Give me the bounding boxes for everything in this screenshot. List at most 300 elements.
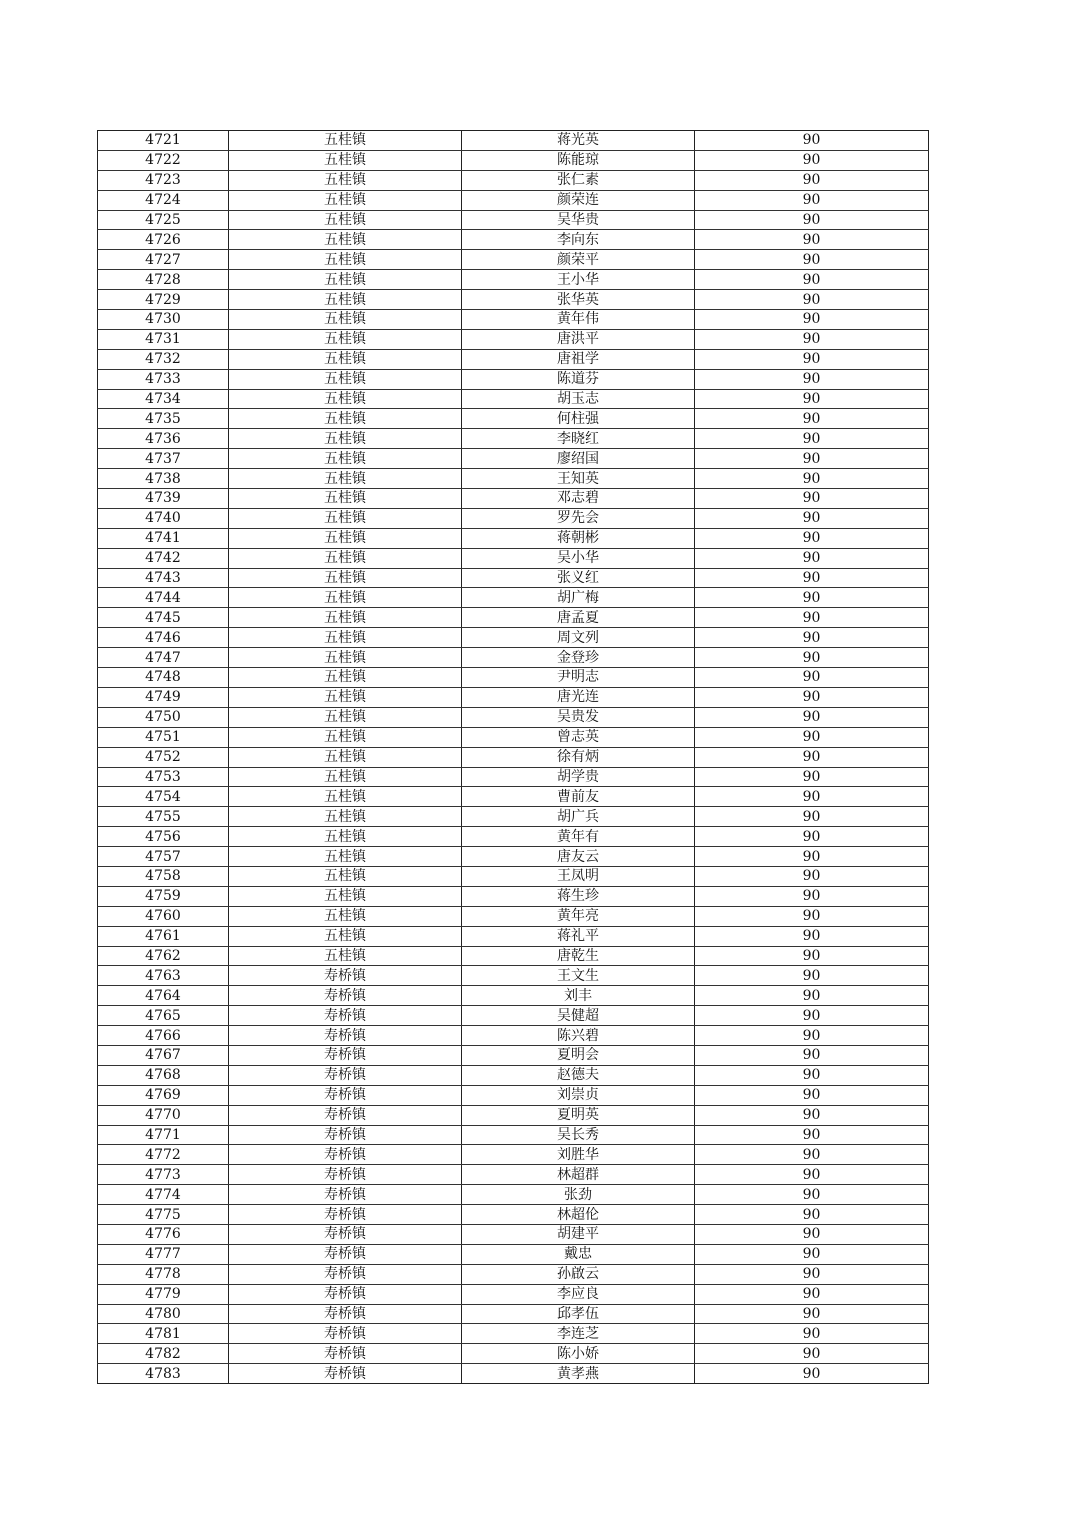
town-cell: 寿桥镇 bbox=[229, 1284, 462, 1304]
amount-cell: 90 bbox=[695, 131, 929, 151]
person-name-cell: 邱孝伍 bbox=[462, 1304, 695, 1324]
amount-cell: 90 bbox=[695, 847, 929, 867]
serial-number-cell: 4770 bbox=[98, 1105, 229, 1125]
serial-number-cell: 4727 bbox=[98, 250, 229, 270]
person-name-cell: 唐洪平 bbox=[462, 329, 695, 349]
person-name-cell: 唐乾生 bbox=[462, 946, 695, 966]
amount-cell: 90 bbox=[695, 747, 929, 767]
person-name-cell: 廖绍国 bbox=[462, 449, 695, 469]
serial-number-cell: 4760 bbox=[98, 906, 229, 926]
serial-number-cell: 4761 bbox=[98, 926, 229, 946]
amount-cell: 90 bbox=[695, 1284, 929, 1304]
town-cell: 五桂镇 bbox=[229, 568, 462, 588]
table-row bbox=[98, 290, 929, 310]
town-cell: 五桂镇 bbox=[229, 131, 462, 151]
table-row bbox=[98, 429, 929, 449]
serial-number-cell: 4763 bbox=[98, 966, 229, 986]
person-name-cell: 吴长秀 bbox=[462, 1125, 695, 1145]
serial-number-cell: 4748 bbox=[98, 668, 229, 688]
town-cell: 五桂镇 bbox=[229, 886, 462, 906]
serial-number-cell: 4732 bbox=[98, 349, 229, 369]
town-cell: 五桂镇 bbox=[229, 528, 462, 548]
person-name-cell: 王小华 bbox=[462, 270, 695, 290]
amount-cell: 90 bbox=[695, 329, 929, 349]
town-cell: 五桂镇 bbox=[229, 747, 462, 767]
town-cell: 五桂镇 bbox=[229, 489, 462, 509]
person-name-cell: 刘丰 bbox=[462, 986, 695, 1006]
serial-number-cell: 4758 bbox=[98, 866, 229, 886]
amount-cell: 90 bbox=[695, 409, 929, 429]
table-row bbox=[98, 687, 929, 707]
table-row bbox=[98, 906, 929, 926]
table-row bbox=[98, 1165, 929, 1185]
amount-cell: 90 bbox=[695, 1205, 929, 1225]
town-cell: 五桂镇 bbox=[229, 906, 462, 926]
amount-cell: 90 bbox=[695, 1145, 929, 1165]
town-cell: 五桂镇 bbox=[229, 548, 462, 568]
amount-cell: 90 bbox=[695, 707, 929, 727]
table-row bbox=[98, 847, 929, 867]
town-cell: 寿桥镇 bbox=[229, 1304, 462, 1324]
amount-cell: 90 bbox=[695, 568, 929, 588]
town-cell: 五桂镇 bbox=[229, 847, 462, 867]
serial-number-cell: 4772 bbox=[98, 1145, 229, 1165]
town-cell: 五桂镇 bbox=[229, 250, 462, 270]
amount-cell: 90 bbox=[695, 827, 929, 847]
town-cell: 五桂镇 bbox=[229, 807, 462, 827]
table-row bbox=[98, 807, 929, 827]
person-name-cell: 吴华贵 bbox=[462, 210, 695, 230]
table-row bbox=[98, 349, 929, 369]
table-row bbox=[98, 648, 929, 668]
table-row bbox=[98, 329, 929, 349]
town-cell: 寿桥镇 bbox=[229, 1026, 462, 1046]
person-name-cell: 黄年有 bbox=[462, 827, 695, 847]
person-name-cell: 蒋生珍 bbox=[462, 886, 695, 906]
serial-number-cell: 4739 bbox=[98, 489, 229, 509]
town-cell: 五桂镇 bbox=[229, 926, 462, 946]
table-row bbox=[98, 508, 929, 528]
amount-cell: 90 bbox=[695, 1364, 929, 1384]
amount-cell: 90 bbox=[695, 1304, 929, 1324]
table-row bbox=[98, 190, 929, 210]
serial-number-cell: 4773 bbox=[98, 1165, 229, 1185]
table-row bbox=[98, 767, 929, 787]
serial-number-cell: 4724 bbox=[98, 190, 229, 210]
amount-cell: 90 bbox=[695, 787, 929, 807]
person-name-cell: 王凤明 bbox=[462, 866, 695, 886]
town-cell: 五桂镇 bbox=[229, 349, 462, 369]
serial-number-cell: 4780 bbox=[98, 1304, 229, 1324]
serial-number-cell: 4733 bbox=[98, 369, 229, 389]
amount-cell: 90 bbox=[695, 150, 929, 170]
town-cell: 五桂镇 bbox=[229, 707, 462, 727]
person-name-cell: 胡玉志 bbox=[462, 389, 695, 409]
person-name-cell: 唐祖学 bbox=[462, 349, 695, 369]
serial-number-cell: 4749 bbox=[98, 687, 229, 707]
table-row bbox=[98, 548, 929, 568]
table-row bbox=[98, 608, 929, 628]
table-row bbox=[98, 409, 929, 429]
amount-cell: 90 bbox=[695, 986, 929, 1006]
amount-cell: 90 bbox=[695, 1045, 929, 1065]
town-cell: 寿桥镇 bbox=[229, 1165, 462, 1185]
town-cell: 五桂镇 bbox=[229, 866, 462, 886]
town-cell: 五桂镇 bbox=[229, 648, 462, 668]
amount-cell: 90 bbox=[695, 548, 929, 568]
amount-cell: 90 bbox=[695, 946, 929, 966]
serial-number-cell: 4729 bbox=[98, 290, 229, 310]
amount-cell: 90 bbox=[695, 250, 929, 270]
amount-cell: 90 bbox=[695, 1085, 929, 1105]
serial-number-cell: 4730 bbox=[98, 310, 229, 330]
table-row bbox=[98, 886, 929, 906]
person-name-cell: 陈道芬 bbox=[462, 369, 695, 389]
person-name-cell: 罗先会 bbox=[462, 508, 695, 528]
table-row bbox=[98, 210, 929, 230]
table-row bbox=[98, 1185, 929, 1205]
person-name-cell: 李向东 bbox=[462, 230, 695, 250]
serial-number-cell: 4731 bbox=[98, 329, 229, 349]
table-row bbox=[98, 588, 929, 608]
table-row bbox=[98, 131, 929, 151]
table-row bbox=[98, 528, 929, 548]
amount-cell: 90 bbox=[695, 1185, 929, 1205]
serial-number-cell: 4765 bbox=[98, 1006, 229, 1026]
town-cell: 寿桥镇 bbox=[229, 1045, 462, 1065]
person-name-cell: 曹前友 bbox=[462, 787, 695, 807]
person-name-cell: 颜荣连 bbox=[462, 190, 695, 210]
table-row bbox=[98, 1324, 929, 1344]
serial-number-cell: 4769 bbox=[98, 1085, 229, 1105]
person-name-cell: 胡建平 bbox=[462, 1224, 695, 1244]
town-cell: 寿桥镇 bbox=[229, 1244, 462, 1264]
person-name-cell: 尹明志 bbox=[462, 668, 695, 688]
serial-number-cell: 4774 bbox=[98, 1185, 229, 1205]
table-row bbox=[98, 1065, 929, 1085]
amount-cell: 90 bbox=[695, 608, 929, 628]
serial-number-cell: 4735 bbox=[98, 409, 229, 429]
table-row bbox=[98, 1224, 929, 1244]
person-name-cell: 唐光连 bbox=[462, 687, 695, 707]
serial-number-cell: 4777 bbox=[98, 1244, 229, 1264]
amount-cell: 90 bbox=[695, 807, 929, 827]
amount-cell: 90 bbox=[695, 1344, 929, 1364]
person-name-cell: 唐友云 bbox=[462, 847, 695, 867]
town-cell: 五桂镇 bbox=[229, 827, 462, 847]
serial-number-cell: 4725 bbox=[98, 210, 229, 230]
person-name-cell: 王文生 bbox=[462, 966, 695, 986]
town-cell: 寿桥镇 bbox=[229, 1264, 462, 1284]
amount-cell: 90 bbox=[695, 1026, 929, 1046]
town-cell: 寿桥镇 bbox=[229, 1065, 462, 1085]
table-row bbox=[98, 1085, 929, 1105]
person-name-cell: 颜荣平 bbox=[462, 250, 695, 270]
amount-cell: 90 bbox=[695, 866, 929, 886]
person-name-cell: 蒋光英 bbox=[462, 131, 695, 151]
amount-cell: 90 bbox=[695, 966, 929, 986]
town-cell: 五桂镇 bbox=[229, 767, 462, 787]
town-cell: 五桂镇 bbox=[229, 230, 462, 250]
person-name-cell: 何柱强 bbox=[462, 409, 695, 429]
table-row bbox=[98, 986, 929, 1006]
table-row bbox=[98, 568, 929, 588]
town-cell: 五桂镇 bbox=[229, 270, 462, 290]
table-row bbox=[98, 369, 929, 389]
serial-number-cell: 4722 bbox=[98, 150, 229, 170]
serial-number-cell: 4779 bbox=[98, 1284, 229, 1304]
serial-number-cell: 4762 bbox=[98, 946, 229, 966]
serial-number-cell: 4742 bbox=[98, 548, 229, 568]
serial-number-cell: 4728 bbox=[98, 270, 229, 290]
amount-cell: 90 bbox=[695, 1006, 929, 1026]
amount-cell: 90 bbox=[695, 349, 929, 369]
amount-cell: 90 bbox=[695, 668, 929, 688]
person-name-cell: 张仁素 bbox=[462, 170, 695, 190]
serial-number-cell: 4759 bbox=[98, 886, 229, 906]
serial-number-cell: 4734 bbox=[98, 389, 229, 409]
person-name-cell: 林超群 bbox=[462, 1165, 695, 1185]
town-cell: 五桂镇 bbox=[229, 628, 462, 648]
town-cell: 寿桥镇 bbox=[229, 1364, 462, 1384]
roster-table-body bbox=[98, 131, 929, 1384]
serial-number-cell: 4775 bbox=[98, 1205, 229, 1225]
table-row bbox=[98, 966, 929, 986]
amount-cell: 90 bbox=[695, 1324, 929, 1344]
table-row bbox=[98, 1205, 929, 1225]
serial-number-cell: 4782 bbox=[98, 1344, 229, 1364]
amount-cell: 90 bbox=[695, 190, 929, 210]
table-row bbox=[98, 1125, 929, 1145]
town-cell: 五桂镇 bbox=[229, 608, 462, 628]
serial-number-cell: 4781 bbox=[98, 1324, 229, 1344]
person-name-cell: 陈能琼 bbox=[462, 150, 695, 170]
town-cell: 五桂镇 bbox=[229, 310, 462, 330]
town-cell: 五桂镇 bbox=[229, 946, 462, 966]
table-row bbox=[98, 727, 929, 747]
table-row bbox=[98, 1284, 929, 1304]
person-name-cell: 黄年亮 bbox=[462, 906, 695, 926]
town-cell: 五桂镇 bbox=[229, 508, 462, 528]
person-name-cell: 李晓红 bbox=[462, 429, 695, 449]
table-row bbox=[98, 1105, 929, 1125]
town-cell: 寿桥镇 bbox=[229, 1105, 462, 1125]
amount-cell: 90 bbox=[695, 210, 929, 230]
table-row bbox=[98, 1244, 929, 1264]
town-cell: 五桂镇 bbox=[229, 329, 462, 349]
town-cell: 五桂镇 bbox=[229, 170, 462, 190]
table-row bbox=[98, 469, 929, 489]
amount-cell: 90 bbox=[695, 1125, 929, 1145]
serial-number-cell: 4755 bbox=[98, 807, 229, 827]
person-name-cell: 陈兴碧 bbox=[462, 1026, 695, 1046]
serial-number-cell: 4750 bbox=[98, 707, 229, 727]
serial-number-cell: 4745 bbox=[98, 608, 229, 628]
serial-number-cell: 4746 bbox=[98, 628, 229, 648]
table-row bbox=[98, 250, 929, 270]
person-name-cell: 周文列 bbox=[462, 628, 695, 648]
serial-number-cell: 4757 bbox=[98, 847, 229, 867]
person-name-cell: 李连芝 bbox=[462, 1324, 695, 1344]
serial-number-cell: 4753 bbox=[98, 767, 229, 787]
person-name-cell: 李应良 bbox=[462, 1284, 695, 1304]
amount-cell: 90 bbox=[695, 429, 929, 449]
table-row bbox=[98, 1364, 929, 1384]
amount-cell: 90 bbox=[695, 310, 929, 330]
amount-cell: 90 bbox=[695, 767, 929, 787]
amount-cell: 90 bbox=[695, 1105, 929, 1125]
table-row bbox=[98, 1026, 929, 1046]
person-name-cell: 徐有炳 bbox=[462, 747, 695, 767]
amount-cell: 90 bbox=[695, 648, 929, 668]
serial-number-cell: 4740 bbox=[98, 508, 229, 528]
town-cell: 五桂镇 bbox=[229, 210, 462, 230]
table-row bbox=[98, 170, 929, 190]
person-name-cell: 孙啟云 bbox=[462, 1264, 695, 1284]
table-row bbox=[98, 946, 929, 966]
table-row bbox=[98, 926, 929, 946]
person-name-cell: 吴贵发 bbox=[462, 707, 695, 727]
town-cell: 五桂镇 bbox=[229, 687, 462, 707]
town-cell: 五桂镇 bbox=[229, 290, 462, 310]
amount-cell: 90 bbox=[695, 489, 929, 509]
town-cell: 五桂镇 bbox=[229, 668, 462, 688]
person-name-cell: 张义红 bbox=[462, 568, 695, 588]
serial-number-cell: 4768 bbox=[98, 1065, 229, 1085]
town-cell: 寿桥镇 bbox=[229, 1125, 462, 1145]
serial-number-cell: 4741 bbox=[98, 528, 229, 548]
amount-cell: 90 bbox=[695, 290, 929, 310]
person-name-cell: 王知英 bbox=[462, 469, 695, 489]
amount-cell: 90 bbox=[695, 270, 929, 290]
town-cell: 寿桥镇 bbox=[229, 1006, 462, 1026]
serial-number-cell: 4743 bbox=[98, 568, 229, 588]
table-row bbox=[98, 787, 929, 807]
table-row bbox=[98, 230, 929, 250]
person-name-cell: 黄孝燕 bbox=[462, 1364, 695, 1384]
person-name-cell: 赵德夫 bbox=[462, 1065, 695, 1085]
person-name-cell: 林超伦 bbox=[462, 1205, 695, 1225]
town-cell: 寿桥镇 bbox=[229, 1145, 462, 1165]
table-row bbox=[98, 827, 929, 847]
person-name-cell: 胡学贵 bbox=[462, 767, 695, 787]
amount-cell: 90 bbox=[695, 1065, 929, 1085]
serial-number-cell: 4737 bbox=[98, 449, 229, 469]
town-cell: 五桂镇 bbox=[229, 469, 462, 489]
person-name-cell: 曾志英 bbox=[462, 727, 695, 747]
serial-number-cell: 4738 bbox=[98, 469, 229, 489]
table-row bbox=[98, 668, 929, 688]
serial-number-cell: 4751 bbox=[98, 727, 229, 747]
table-row bbox=[98, 1006, 929, 1026]
serial-number-cell: 4764 bbox=[98, 986, 229, 1006]
roster-table bbox=[97, 130, 929, 1384]
town-cell: 五桂镇 bbox=[229, 449, 462, 469]
town-cell: 五桂镇 bbox=[229, 727, 462, 747]
town-cell: 寿桥镇 bbox=[229, 1324, 462, 1344]
serial-number-cell: 4776 bbox=[98, 1224, 229, 1244]
person-name-cell: 唐孟夏 bbox=[462, 608, 695, 628]
table-row bbox=[98, 1145, 929, 1165]
table-row bbox=[98, 449, 929, 469]
table-row bbox=[98, 389, 929, 409]
town-cell: 寿桥镇 bbox=[229, 1085, 462, 1105]
person-name-cell: 刘胜华 bbox=[462, 1145, 695, 1165]
serial-number-cell: 4778 bbox=[98, 1264, 229, 1284]
town-cell: 五桂镇 bbox=[229, 588, 462, 608]
serial-number-cell: 4754 bbox=[98, 787, 229, 807]
table-row bbox=[98, 150, 929, 170]
town-cell: 五桂镇 bbox=[229, 150, 462, 170]
person-name-cell: 陈小娇 bbox=[462, 1344, 695, 1364]
amount-cell: 90 bbox=[695, 389, 929, 409]
town-cell: 五桂镇 bbox=[229, 369, 462, 389]
amount-cell: 90 bbox=[695, 1244, 929, 1264]
person-name-cell: 黄年伟 bbox=[462, 310, 695, 330]
serial-number-cell: 4736 bbox=[98, 429, 229, 449]
town-cell: 五桂镇 bbox=[229, 429, 462, 449]
person-name-cell: 胡广兵 bbox=[462, 807, 695, 827]
amount-cell: 90 bbox=[695, 588, 929, 608]
town-cell: 五桂镇 bbox=[229, 409, 462, 429]
amount-cell: 90 bbox=[695, 170, 929, 190]
serial-number-cell: 4767 bbox=[98, 1045, 229, 1065]
table-row bbox=[98, 270, 929, 290]
table-row bbox=[98, 489, 929, 509]
town-cell: 五桂镇 bbox=[229, 787, 462, 807]
serial-number-cell: 4721 bbox=[98, 131, 229, 151]
serial-number-cell: 4723 bbox=[98, 170, 229, 190]
table-row bbox=[98, 1264, 929, 1284]
serial-number-cell: 4744 bbox=[98, 588, 229, 608]
town-cell: 寿桥镇 bbox=[229, 966, 462, 986]
amount-cell: 90 bbox=[695, 1224, 929, 1244]
serial-number-cell: 4771 bbox=[98, 1125, 229, 1145]
table-row bbox=[98, 1304, 929, 1324]
person-name-cell: 胡广梅 bbox=[462, 588, 695, 608]
table-row bbox=[98, 310, 929, 330]
person-name-cell: 刘崇贞 bbox=[462, 1085, 695, 1105]
amount-cell: 90 bbox=[695, 469, 929, 489]
serial-number-cell: 4747 bbox=[98, 648, 229, 668]
amount-cell: 90 bbox=[695, 528, 929, 548]
person-name-cell: 蒋礼平 bbox=[462, 926, 695, 946]
amount-cell: 90 bbox=[695, 230, 929, 250]
amount-cell: 90 bbox=[695, 1165, 929, 1185]
table-row bbox=[98, 707, 929, 727]
person-name-cell: 张华英 bbox=[462, 290, 695, 310]
table-row bbox=[98, 628, 929, 648]
amount-cell: 90 bbox=[695, 449, 929, 469]
person-name-cell: 金登珍 bbox=[462, 648, 695, 668]
amount-cell: 90 bbox=[695, 886, 929, 906]
amount-cell: 90 bbox=[695, 369, 929, 389]
amount-cell: 90 bbox=[695, 727, 929, 747]
table-row bbox=[98, 747, 929, 767]
person-name-cell: 夏明会 bbox=[462, 1045, 695, 1065]
town-cell: 寿桥镇 bbox=[229, 1205, 462, 1225]
town-cell: 寿桥镇 bbox=[229, 1344, 462, 1364]
town-cell: 寿桥镇 bbox=[229, 1224, 462, 1244]
serial-number-cell: 4766 bbox=[98, 1026, 229, 1046]
amount-cell: 90 bbox=[695, 687, 929, 707]
serial-number-cell: 4752 bbox=[98, 747, 229, 767]
town-cell: 寿桥镇 bbox=[229, 986, 462, 1006]
amount-cell: 90 bbox=[695, 906, 929, 926]
town-cell: 五桂镇 bbox=[229, 190, 462, 210]
person-name-cell: 张劲 bbox=[462, 1185, 695, 1205]
person-name-cell: 蒋朝彬 bbox=[462, 528, 695, 548]
